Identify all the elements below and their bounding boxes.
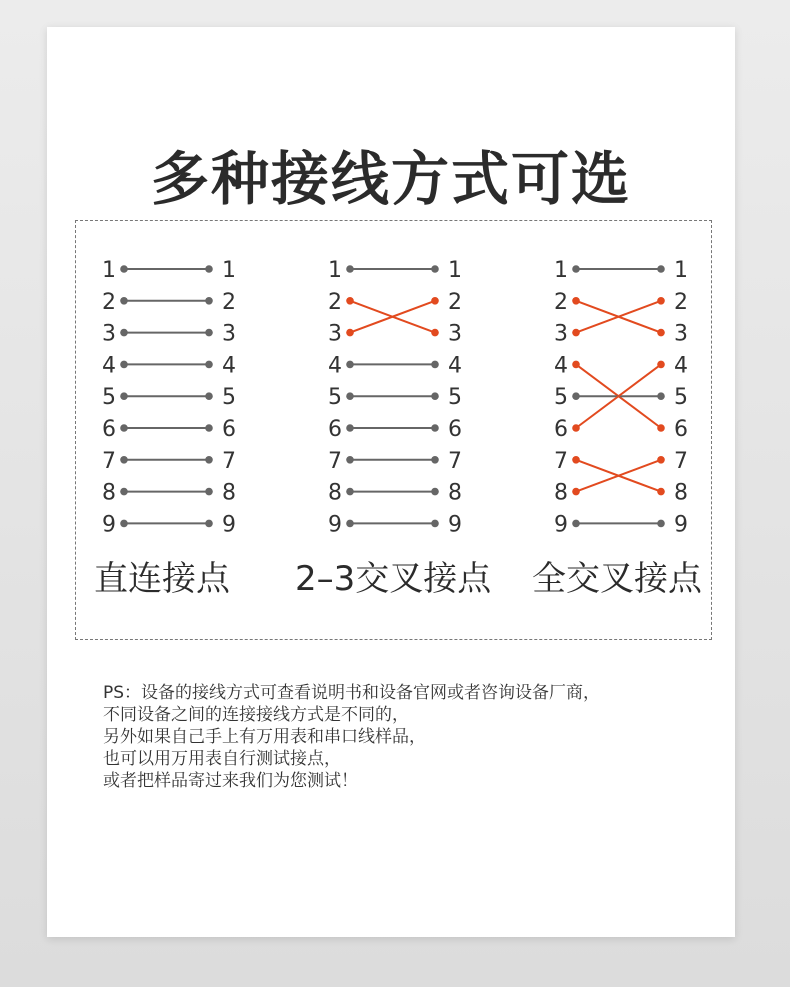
pin-label-left: 7: [554, 448, 568, 474]
note-line: 也可以用万用表自行测试接点，: [103, 749, 341, 769]
pin-dot-right: [431, 329, 439, 337]
pin-dot-right: [205, 456, 213, 464]
pin-label-left: 1: [102, 258, 116, 283]
pin-label-right: 3: [448, 321, 462, 347]
pin-dot-right: [205, 520, 213, 528]
pin-label-right: 8: [222, 480, 236, 506]
pin-dot-left: [346, 424, 354, 432]
pin-label-right: 3: [674, 321, 688, 347]
pin-label-right: 2: [448, 289, 462, 315]
ps-note: [103, 682, 703, 792]
pin-dot-left: [120, 520, 128, 528]
pin-dot-left: [572, 329, 580, 337]
pin-label-left: 2: [554, 289, 568, 315]
caption-full-cross: 全交叉接点: [532, 559, 702, 599]
pin-label-left: 8: [554, 480, 568, 506]
content-card: [47, 27, 735, 937]
pin-label-right: 5: [674, 385, 688, 411]
pin-dot-right: [657, 361, 665, 369]
pin-label-left: 5: [554, 385, 568, 411]
pin-label-right: 7: [674, 448, 688, 474]
pin-dot-right: [431, 361, 439, 369]
pin-label-left: 9: [554, 512, 568, 538]
pin-dot-right: [657, 520, 665, 528]
pin-dot-left: [572, 520, 580, 528]
pin-dot-right: [657, 456, 665, 464]
pin-label-right: 5: [222, 385, 236, 411]
pin-label-left: 7: [102, 448, 116, 474]
pin-dot-left: [572, 392, 580, 400]
pin-dot-left: [346, 265, 354, 273]
pin-dot-left: [346, 488, 354, 496]
pin-label-right: 8: [448, 480, 462, 506]
pin-dot-left: [346, 392, 354, 400]
pin-dot-right: [205, 329, 213, 337]
pin-dot-left: [346, 329, 354, 337]
caption-straight: 直连接点: [94, 559, 230, 599]
pin-label-left: 6: [102, 417, 116, 442]
pin-label-right: 2: [222, 289, 236, 315]
pin-label-left: 5: [328, 385, 342, 411]
pin-dot-right: [431, 392, 439, 400]
pin-label-left: 4: [328, 353, 342, 379]
pin-dot-left: [120, 456, 128, 464]
pin-dot-left: [120, 329, 128, 337]
pin-dot-right: [431, 297, 439, 305]
pin-dot-left: [120, 392, 128, 400]
pin-dot-right: [657, 424, 665, 432]
pin-label-right: 9: [222, 512, 236, 538]
pin-dot-left: [346, 297, 354, 305]
pin-dot-right: [205, 392, 213, 400]
pin-label-right: 1: [222, 258, 236, 283]
pin-label-left: 8: [102, 480, 116, 506]
pin-dot-left: [346, 361, 354, 369]
pin-label-right: 9: [674, 512, 688, 538]
pin-dot-left: [572, 456, 580, 464]
pin-label-left: 9: [102, 512, 116, 538]
pin-label-left: 3: [554, 321, 568, 347]
pin-label-left: 3: [328, 321, 342, 347]
pin-dot-right: [657, 488, 665, 496]
pin-dot-right: [205, 297, 213, 305]
pin-dot-left: [346, 520, 354, 528]
wiring-diagrams: [76, 221, 713, 551]
pin-label-left: 4: [102, 353, 116, 379]
pin-dot-right: [657, 392, 665, 400]
note-line: 不同设备之间的连接接线方式是不同的，: [103, 705, 409, 725]
pin-label-left: 3: [102, 321, 116, 347]
pin-dot-right: [657, 329, 665, 337]
pin-dot-right: [431, 488, 439, 496]
pin-label-left: 2: [328, 289, 342, 315]
pin-label-right: 6: [448, 417, 462, 442]
pin-label-right: 7: [222, 448, 236, 474]
pin-dot-left: [572, 297, 580, 305]
pin-dot-right: [431, 456, 439, 464]
pin-dot-left: [346, 456, 354, 464]
pin-label-left: 8: [328, 480, 342, 506]
pin-dot-left: [120, 361, 128, 369]
wiring-panel: [75, 220, 712, 640]
caption-cross-2-3: 2–3交叉接点: [295, 559, 492, 599]
pin-label-left: 1: [328, 258, 342, 283]
pin-label-left: 2: [102, 289, 116, 315]
pin-label-left: 9: [328, 512, 342, 538]
pin-label-left: 7: [328, 448, 342, 474]
pin-dot-left: [120, 424, 128, 432]
note-line: 另外如果自己手上有万用表和串口线样品，: [103, 727, 426, 747]
pin-label-left: 6: [554, 417, 568, 442]
pin-dot-left: [572, 488, 580, 496]
pin-label-right: 3: [222, 321, 236, 347]
pin-dot-left: [120, 265, 128, 273]
pin-label-right: 1: [448, 258, 462, 283]
pin-label-left: 5: [102, 385, 116, 411]
pin-label-right: 8: [674, 480, 688, 506]
pin-label-right: 6: [674, 417, 688, 442]
note-line: PS：设备的接线方式可查看说明书和设备官网或者咨询设备厂商，: [103, 683, 601, 703]
pin-dot-right: [205, 361, 213, 369]
pin-dot-right: [205, 488, 213, 496]
pin-dot-left: [572, 424, 580, 432]
pin-label-right: 5: [448, 385, 462, 411]
pin-label-right: 4: [222, 353, 236, 379]
pin-dot-right: [657, 265, 665, 273]
pin-dot-right: [431, 265, 439, 273]
pin-label-right: 4: [448, 353, 462, 379]
pin-label-right: 7: [448, 448, 462, 474]
pin-label-left: 6: [328, 417, 342, 442]
pin-dot-right: [205, 424, 213, 432]
pin-label-right: 2: [674, 289, 688, 315]
pin-label-right: 9: [448, 512, 462, 538]
pin-dot-left: [572, 265, 580, 273]
pin-dot-right: [431, 424, 439, 432]
pin-dot-left: [120, 488, 128, 496]
page-title: 多种接线方式可选: [150, 145, 631, 213]
pin-dot-right: [205, 265, 213, 273]
pin-label-left: 1: [554, 258, 568, 283]
pin-dot-left: [572, 361, 580, 369]
pin-dot-right: [657, 297, 665, 305]
note-line: 或者把样品寄过来我们为您测试！: [103, 771, 358, 791]
pin-label-left: 4: [554, 353, 568, 379]
pin-label-right: 4: [674, 353, 688, 379]
pin-dot-left: [120, 297, 128, 305]
pin-label-right: 1: [674, 258, 688, 283]
pin-label-right: 6: [222, 417, 236, 442]
pin-dot-right: [431, 520, 439, 528]
